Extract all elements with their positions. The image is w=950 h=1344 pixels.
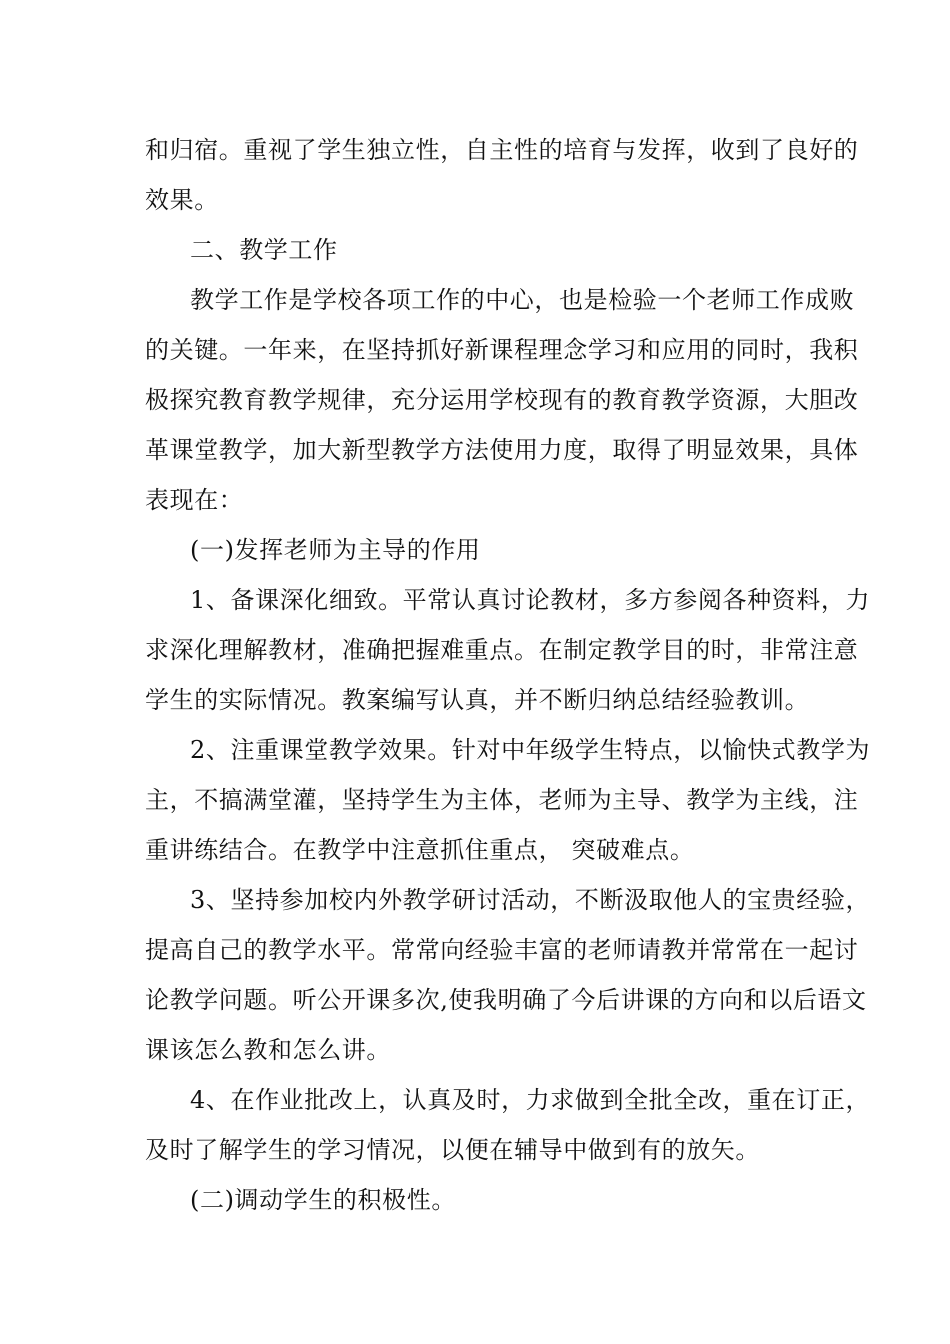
section-heading: 二、教学工作 xyxy=(190,236,338,264)
text-line: 极探究教育教学规律，充分运用学校现有的教育教学资源，大胆改 xyxy=(145,386,859,414)
text-line: 1、备课深化细致。平常认真讨论教材，多方参阅各种资料，力 xyxy=(190,586,871,614)
text-line: 求深化理解教材，准确把握难重点。在制定教学目的时，非常注意 xyxy=(145,636,859,664)
text-line: 2、注重课堂教学效果。针对中年级学生特点，以愉快式教学为 xyxy=(190,736,871,764)
text-line: 重讲练结合。在教学中注意抓住重点， 突破难点。 xyxy=(145,836,695,864)
text-line: 3、坚持参加校内外教学研讨活动，不断汲取他人的宝贵经验， xyxy=(190,886,871,914)
text-line: 学生的实际情况。教案编写认真，并不断归纳总结经验教训。 xyxy=(145,686,810,714)
text-line: 提高自己的教学水平。常常向经验丰富的老师请教并常常在一起讨 xyxy=(145,936,859,964)
text-line: 表现在： xyxy=(145,486,244,514)
text-line: 论教学问题。听公开课多次,使我明确了今后讲课的方向和以后语文 xyxy=(145,986,867,1014)
subsection-heading: (二)调动学生的积极性。 xyxy=(190,1186,456,1214)
text-line: 革课堂教学，加大新型教学方法使用力度，取得了明显效果，具体 xyxy=(145,436,859,464)
text-line: 的关键。一年来，在坚持抓好新课程理念学习和应用的同时，我积 xyxy=(145,336,859,364)
text-line: 教学工作是学校各项工作的中心，也是检验一个老师工作成败 xyxy=(190,286,855,314)
text-line: 和归宿。重视了学生独立性，自主性的培育与发挥，收到了良好的 xyxy=(145,136,859,164)
text-line: 4、在作业批改上，认真及时，力求做到全批全改，重在订正， xyxy=(190,1086,871,1114)
text-line: 课该怎么教和怎么讲。 xyxy=(145,1036,391,1064)
text-line: 效果。 xyxy=(145,186,219,214)
text-line: 主，不搞满堂灌，坚持学生为主体，老师为主导、教学为主线，注 xyxy=(145,786,859,814)
text-line: 及时了解学生的学习情况，以便在辅导中做到有的放矢。 xyxy=(145,1136,760,1164)
subsection-heading: (一)发挥老师为主导的作用 xyxy=(190,536,481,564)
